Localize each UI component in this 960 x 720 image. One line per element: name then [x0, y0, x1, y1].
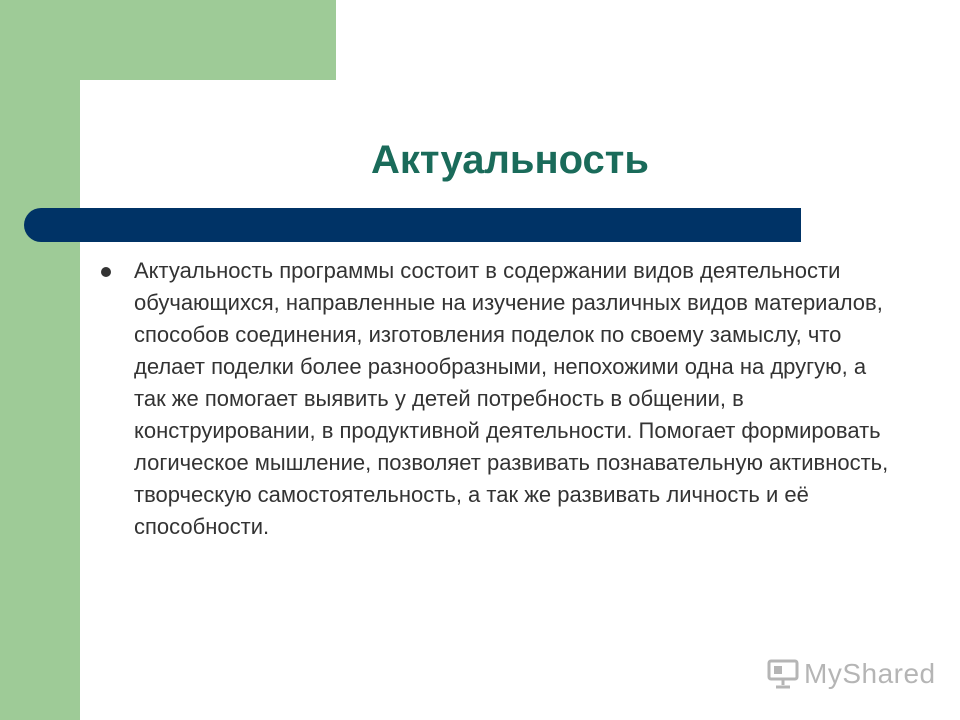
bullet-dot-icon [101, 267, 111, 277]
bullet-text: Актуальность программы состоит в содержании видов деятельности обучающихся, направленные на изучение различных видов материалов, способов соединения, изготовления поделок по своему замыслу, что делает поделки более разнообразными, непохожими одна на другую, а так же помогает выявить у детей потребность в общении, в конструировании, в продуктивной деятельности. Помогает формировать логическое мышление, позволяет развивать познавательную активность, творческую самостоятельность, а так же развивать личность и её способности. [134, 258, 889, 539]
slide-title: Актуальность [371, 138, 649, 182]
bullet-item [96, 255, 896, 543]
watermark-text: MyShared [804, 658, 936, 689]
presentation-screen-icon [766, 657, 800, 691]
title-underline-bar [24, 208, 801, 242]
slide-body [96, 255, 896, 543]
watermark-logo [766, 656, 936, 692]
green-side-band [0, 0, 80, 720]
green-top-band [0, 0, 336, 80]
